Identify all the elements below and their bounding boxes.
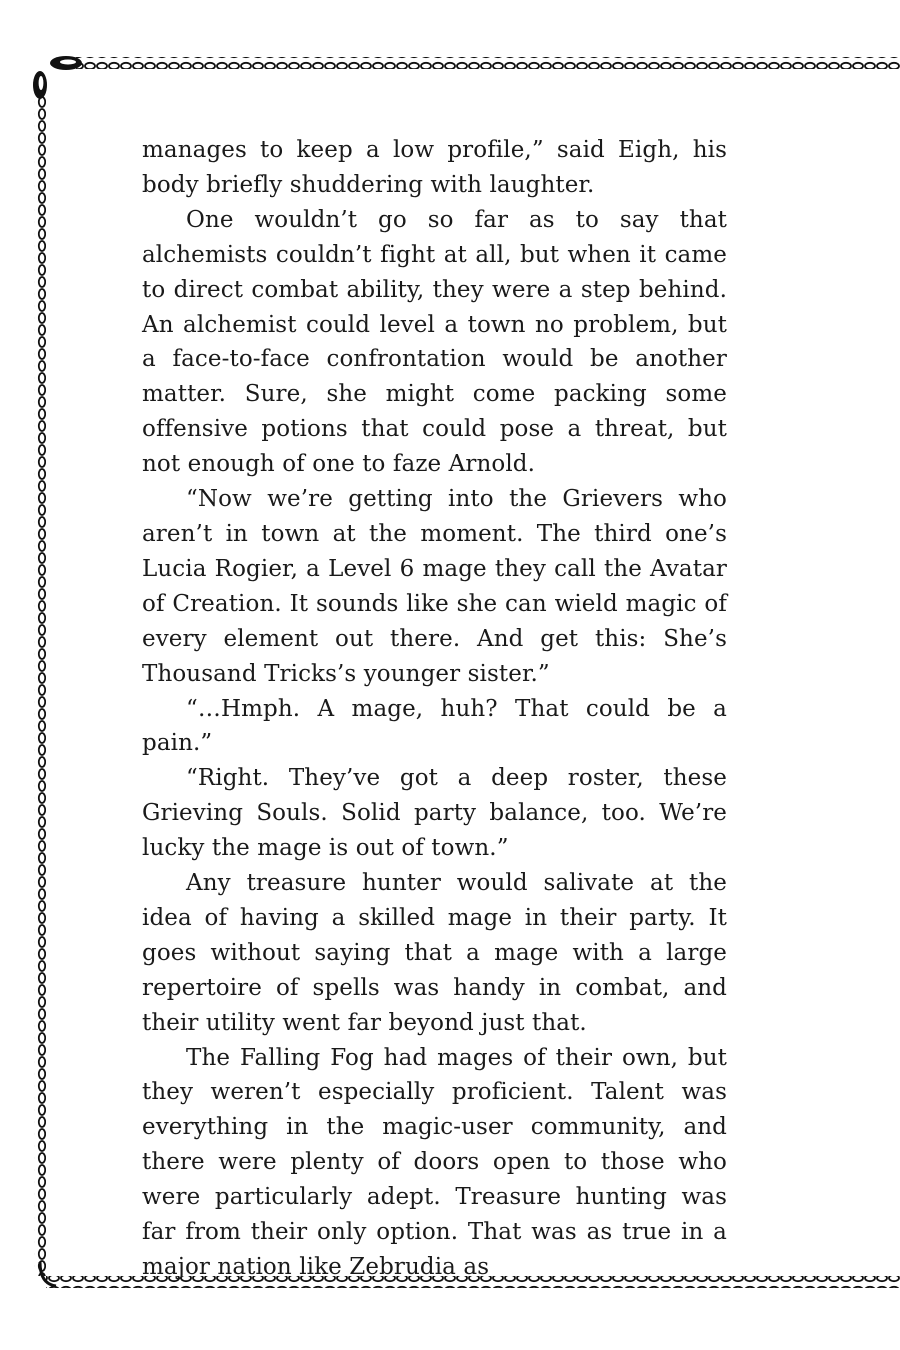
- paragraph-6: Any treasure hunter would salivate at the idea of having a skilled mage in their party. It goes without saying that a mage with a large repertoire of spells was handy in combat, and their utility went far beyond just that.: [142, 870, 727, 1036]
- paragraph-7: The Falling Fog had mages of their own, but they weren’t especially proficient. Talent was everything in the magic-user community, and there were plenty of doors open to those who were particularly adept. Treasure hunting was far from their only option. That was as true in a major nation like Zebrudia as: [142, 1044, 727, 1280]
- chain-left: [34, 92, 46, 1276]
- paragraph-2: One wouldn’t go so far as to say that alchemists couldn’t fight at all, but when it came to direct combat ability, they were a step behind. An alchemist could level a town no problem, but a face-to-face confrontation would be another matter. Sure, she might come packing some offensive potions that could pose a threat, but not enough of one to faze Arnold.: [142, 206, 727, 478]
- paragraph-1: manages to keep a low profile,” said Eigh, his body briefly shuddering with laughter.: [142, 137, 727, 198]
- page-body-text: [142, 133, 727, 1285]
- paragraph-4: “…Hmph. A mage, huh? That could be a pain.”: [142, 695, 727, 757]
- paragraph-5: “Right. They’ve got a deep roster, these Grieving Souls. Solid party balance, too. We’re lucky the mage is out of town.”: [142, 765, 727, 862]
- chain-top: [76, 57, 900, 69]
- paragraph-3: “Now we’re getting into the Grievers who aren’t in town at the moment. The third one’s Lucia Rogier, a Level 6 mage they call the Avatar of Creation. It sounds like she can wield magic of every element out there. And get this: She’s Thousand Tricks’s younger sister.”: [142, 486, 727, 687]
